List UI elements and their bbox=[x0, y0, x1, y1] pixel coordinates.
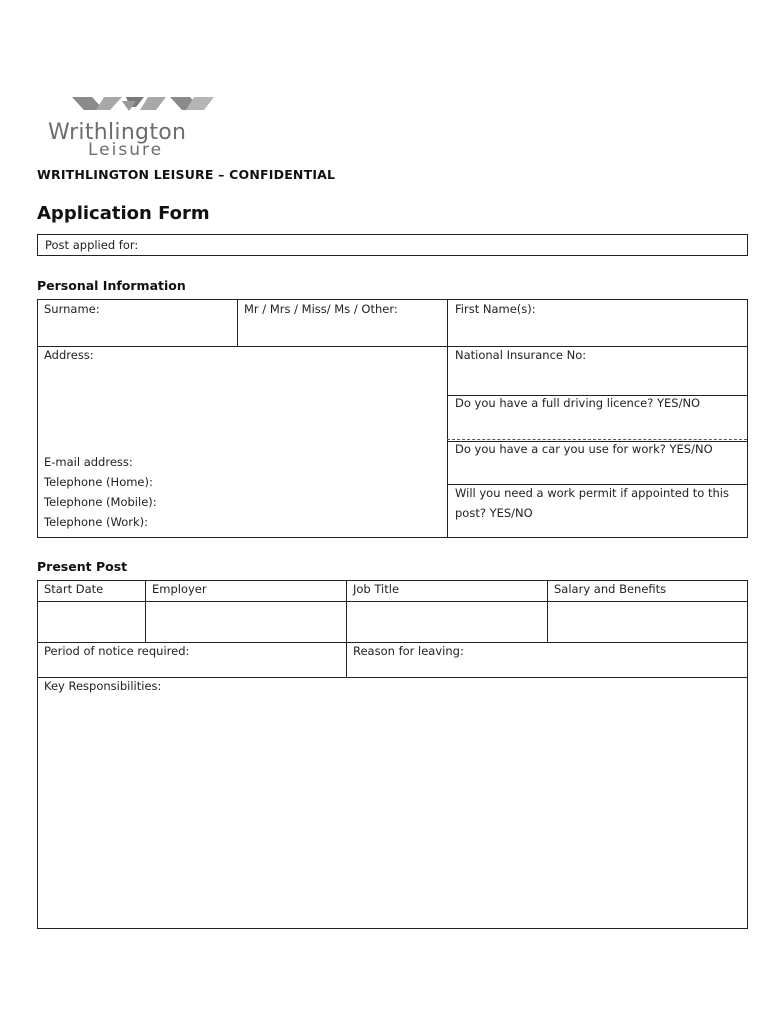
page-title: Application Form bbox=[37, 203, 210, 224]
salutation-field[interactable] bbox=[238, 300, 447, 346]
notice-period-field[interactable] bbox=[38, 643, 346, 677]
confidential-heading: WRITHLINGTON LEISURE – CONFIDENTIAL bbox=[37, 167, 336, 182]
present-post-heading: Present Post bbox=[37, 559, 128, 574]
work-permit-field[interactable] bbox=[448, 485, 747, 538]
salutation-label: Mr / Mrs / Miss/ Ms / Other: bbox=[244, 302, 398, 316]
personal-info-table bbox=[37, 299, 748, 538]
post-applied-field[interactable] bbox=[37, 234, 748, 256]
ni-number-field[interactable] bbox=[448, 347, 747, 395]
first-names-field[interactable] bbox=[448, 300, 747, 346]
car-for-work-field[interactable] bbox=[448, 442, 747, 484]
key-responsibilities-field[interactable] bbox=[38, 678, 747, 928]
logo-brand-line1: Writhlington bbox=[48, 120, 187, 145]
tel-mobile-label: Telephone (Mobile): bbox=[44, 495, 157, 509]
salary-field[interactable] bbox=[548, 602, 747, 642]
employer-field[interactable] bbox=[146, 602, 346, 642]
employer-header: Employer bbox=[152, 582, 207, 596]
post-applied-label: Post applied for: bbox=[45, 238, 139, 252]
reason-leaving-field[interactable] bbox=[347, 643, 747, 677]
logo-brand-line2: Leisure bbox=[88, 140, 164, 160]
address-contact-field[interactable] bbox=[38, 347, 447, 538]
start-date-header: Start Date bbox=[44, 582, 104, 596]
job-title-header: Job Title bbox=[353, 582, 400, 596]
work-permit-label-1: Will you need a work permit if appointed to this bbox=[455, 486, 729, 500]
first-names-label: First Name(s): bbox=[455, 302, 536, 316]
start-date-field[interactable] bbox=[38, 602, 145, 642]
salary-header: Salary and Benefits bbox=[554, 582, 667, 596]
ni-number-label: National Insurance No: bbox=[455, 348, 587, 362]
surname-field[interactable] bbox=[38, 300, 237, 346]
address-label: Address: bbox=[44, 348, 94, 362]
car-for-work-label: Do you have a car you use for work? YES/NO bbox=[455, 442, 713, 456]
surname-label: Surname: bbox=[44, 302, 100, 316]
key-responsibilities-label: Key Responsibilities: bbox=[44, 679, 162, 693]
driving-licence-label: Do you have a full driving licence? YES/NO bbox=[455, 396, 701, 410]
tel-home-label: Telephone (Home): bbox=[44, 475, 153, 489]
job-title-field[interactable] bbox=[347, 602, 547, 642]
driving-licence-field[interactable] bbox=[448, 396, 747, 439]
email-label: E-mail address: bbox=[44, 455, 133, 469]
tel-work-label: Telephone (Work): bbox=[44, 515, 149, 529]
work-permit-label-2: post? YES/NO bbox=[455, 506, 533, 520]
reason-leaving-label: Reason for leaving: bbox=[353, 644, 464, 658]
present-post-table bbox=[37, 580, 748, 929]
personal-info-heading: Personal Information bbox=[37, 278, 186, 293]
notice-period-label: Period of notice required: bbox=[44, 644, 190, 658]
